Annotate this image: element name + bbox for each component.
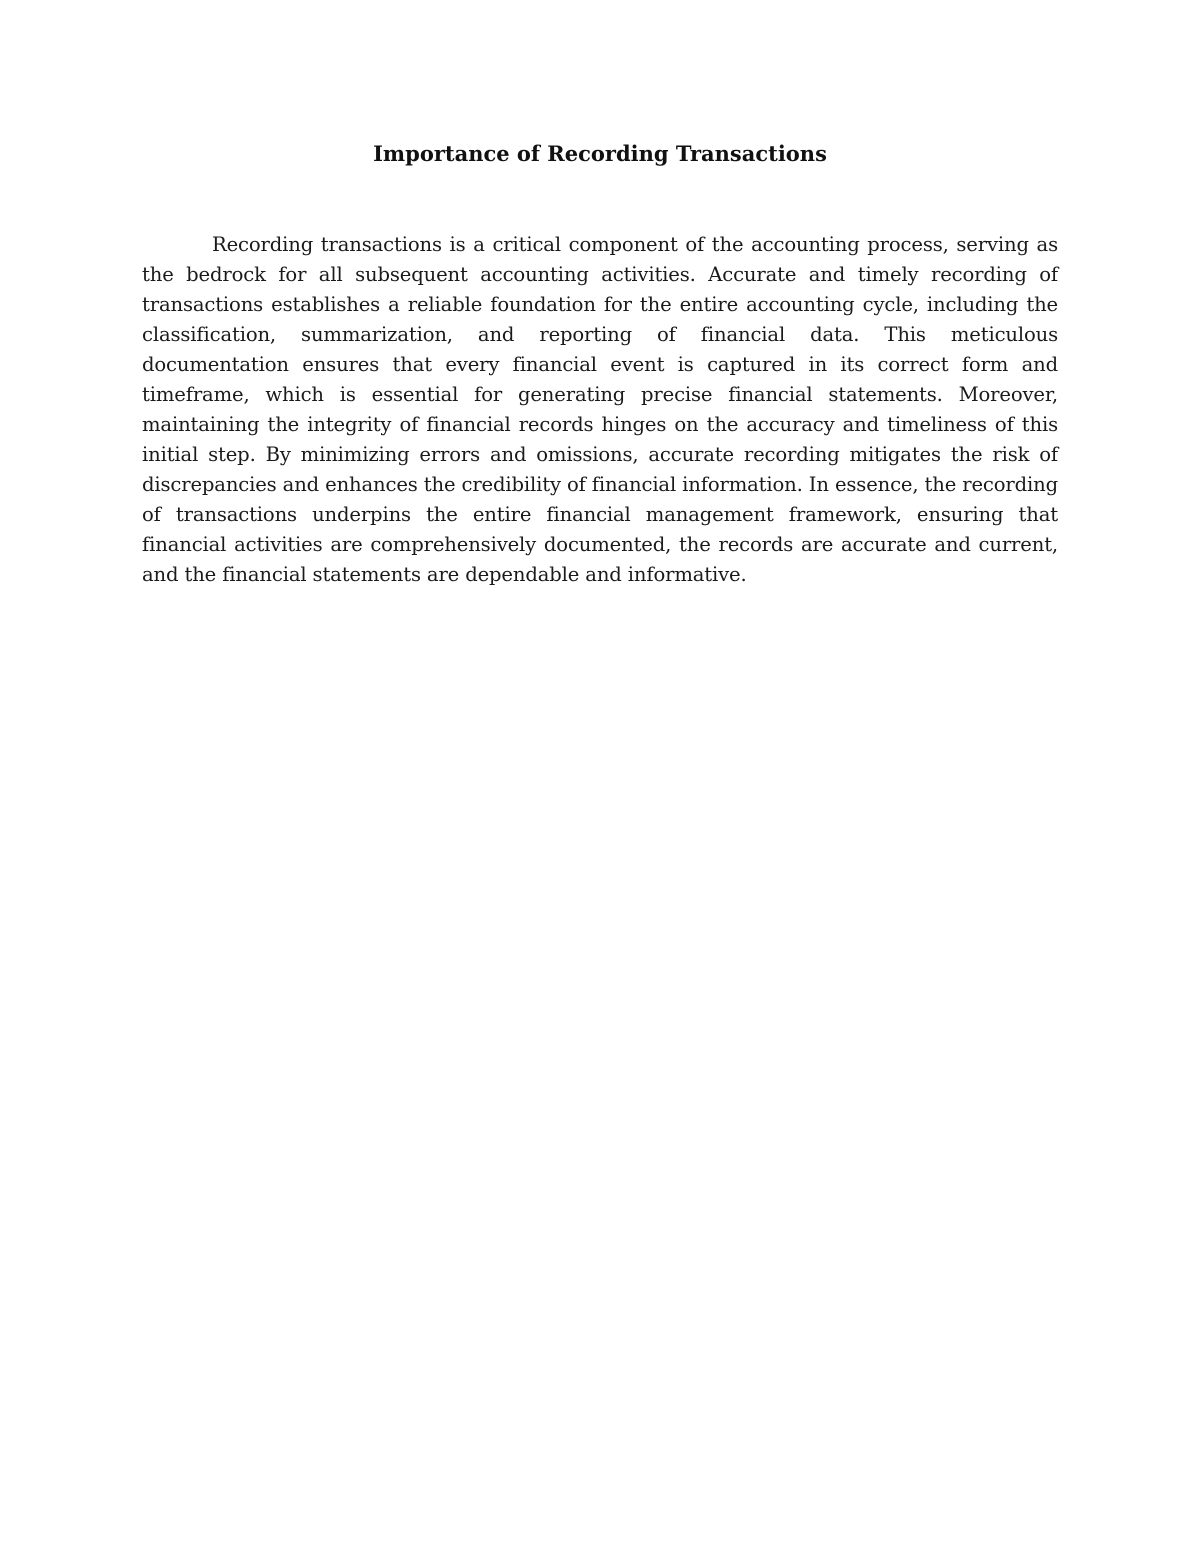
body-paragraph: Recording transactions is a critical component of the accounting process, serving as the bedrock for all subsequent accounting activities. Accurate and timely recording of transactions establishes a reliable foundation for the entire accounting cycle, including the classification, summarization, and reporting of financial data. This meticulous documentation ensures that every financial event is captured in its correct form and timeframe, which is essential for generating precise financial statements. Moreover, maintaining the integrity of financial records hinges on the accuracy and timeliness of this initial step. By minimizing errors and omissions, accurate recording mitigates the risk of discrepancies and enhances the credibility of financial information. In essence, the recording of transactions underpins the entire financial management framework, ensuring that financial activities are comprehensively documented, the records are accurate and current, and the financial statements are dependable and informative. <box>142 233 1058 586</box>
document-title: Importance of Recording Transactions <box>373 141 827 166</box>
